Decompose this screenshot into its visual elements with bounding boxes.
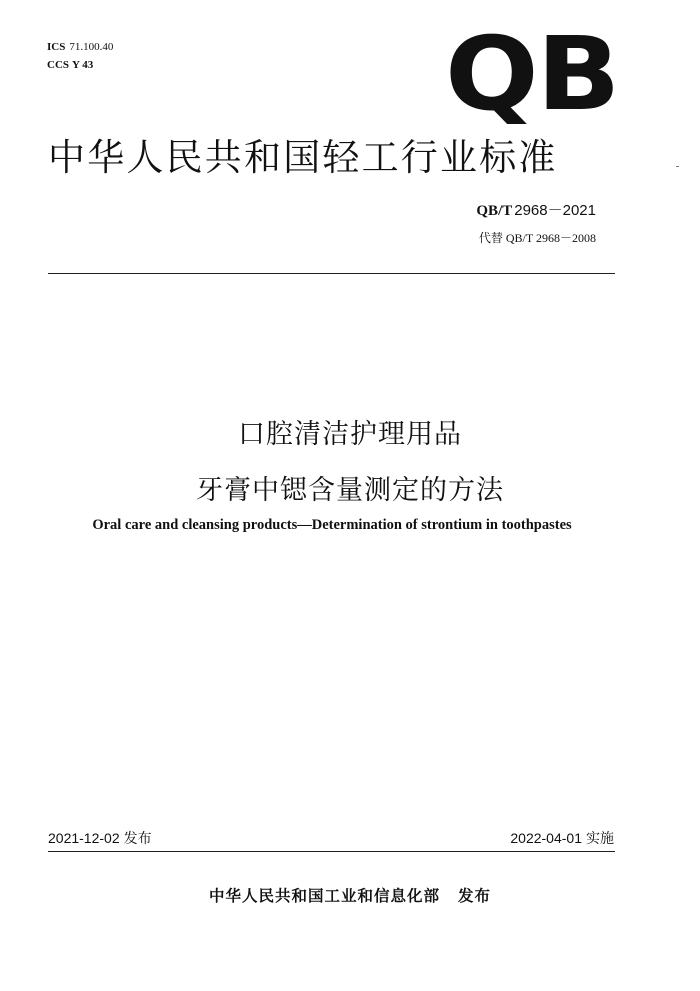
ccs-value: Y 43 [72, 59, 94, 71]
implementation-date [510, 829, 614, 848]
ics-value: 71.100.40 [69, 41, 114, 53]
title-en: Oral care and cleansing products—Determination of strontium in toothpastes [92, 517, 572, 533]
bottom-divider [48, 851, 615, 852]
replaces-standard: 代替 QB/T 2968－2008 [478, 231, 596, 245]
standard-number-value: 2968－2021 [514, 202, 596, 219]
issue-date-value: 2021-12-02 [48, 830, 120, 846]
ics-code [47, 40, 113, 54]
ics-label: ICS [47, 41, 66, 53]
title-zh-line1: 口腔清洁护理用品 [238, 419, 462, 450]
publisher-suffix: 发布 [458, 887, 492, 905]
implementation-date-suffix: 实施 [586, 831, 614, 847]
publisher-name: 中华人民共和国工业和信息化部 [208, 887, 440, 905]
qb-logo: QB [445, 15, 619, 134]
issue-date-suffix: 发布 [123, 831, 152, 847]
standard-number [476, 201, 596, 221]
issue-date [48, 829, 152, 848]
implementation-date-value: 2022-04-01 [510, 830, 582, 846]
title-zh-line2: 牙膏中锶含量测定的方法 [196, 475, 504, 506]
standard-category-title: 中华人民共和国轻工行业标准 [48, 136, 558, 179]
top-divider [48, 273, 615, 274]
standard-prefix: QB/T [476, 203, 513, 219]
ccs-label: CCS [47, 59, 70, 71]
scan-mark [676, 166, 679, 167]
publisher [0, 886, 700, 906]
ccs-code [47, 58, 93, 72]
